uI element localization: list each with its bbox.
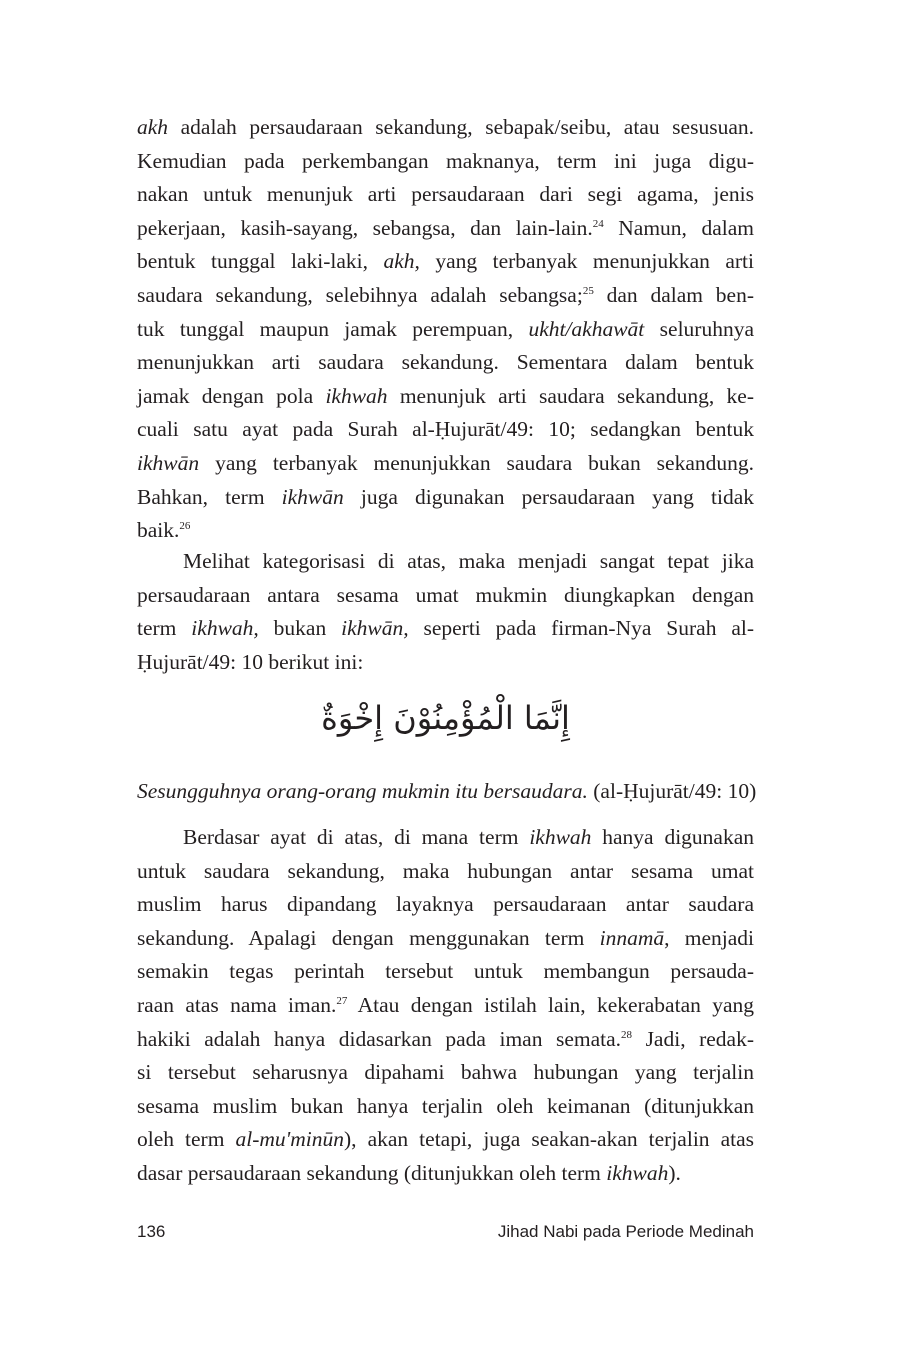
verse-translation [137, 775, 757, 808]
term-innama: innamā [599, 925, 665, 950]
paragraph-3-line: muslim harus dipandang layaknya persaudaraan antar saudara [137, 892, 754, 917]
paragraph-1-line: bentuk tunggal laki-laki, akh, yang terbanyak menunjukkan arti [137, 249, 755, 274]
paragraph-3-line: semakin tegas perintah tersebut untuk membangun persauda- [137, 959, 754, 984]
term-ikhwan: ikhwān, [341, 616, 409, 641]
paragraph-1 [137, 111, 754, 548]
term-ukht-akhawat: ukht/akhawāt [528, 316, 645, 341]
paragraph-1-line: tuk tunggal maupun jamak perempuan, ukht/akhawāt seluruhnya [137, 316, 754, 341]
verse-translation-text: Sesungguhnya orang-orang mukmin itu bersaudara. [137, 779, 588, 803]
paragraph-3-line: hakiki adalah hanya didasarkan pada iman semata.$^{28}$ Jadi, redak- [137, 1026, 754, 1051]
paragraph-1-line: Kemudian pada perkembangan maknanya, term ini juga digu- [137, 148, 754, 173]
paragraph-1-line: baik.$^{26}$ [137, 518, 191, 543]
paragraph-2-line: persaudaraan antara sesama umat mukmin diungkapkan dengan [137, 582, 754, 607]
paragraph-3-line: untuk saudara sekandung, maka hubungan antar sesama umat [137, 858, 754, 883]
paragraph-1-line: ikhwān yang terbanyak menunjukkan saudara bukan sekandung. [137, 450, 754, 475]
paragraph-1-line: Bahkan, term ikhwān juga digunakan persaudaraan yang tidak [137, 484, 755, 509]
term-ikhwah: ikhwah [606, 1160, 669, 1185]
term-ikhwah: ikhwah, [191, 616, 259, 641]
footnote-ref-26: 26 [179, 520, 191, 533]
paragraph-3-line: oleh term al-mu'minūn), akan tetapi, juga seakan-akan terjalin atas [137, 1127, 754, 1152]
paragraph-1-line: nakan untuk menunjuk arti persaudaraan dari segi agama, jenis [137, 182, 754, 207]
running-title: Jihad Nabi pada Periode Medinah [497, 1222, 754, 1241]
paragraph-1-line: akh adalah persaudaraan sekandung, sebapak/seibu, atau sesusuan. [137, 115, 754, 139]
footnote-ref-24: 24 [592, 217, 604, 230]
quran-verse-arabic: إِنَّمَا الْمُؤْمِنُوْنَ إِخْوَةٌ [321, 699, 570, 737]
paragraph-1-line: menunjukkan arti saudara sekandung. Sementara dalam bentuk [137, 350, 754, 375]
paragraph-1-line: saudara sekandung, selebihnya adalah sebangsa;$^{25}$ dan dalam ben- [137, 282, 754, 307]
footnote-ref-27: 27 [336, 994, 348, 1007]
paragraph-3-line: sekandung. Apalagi dengan menggunakan term innamā, menjadi [137, 925, 754, 950]
paragraph-3-line: raan atas nama iman.$^{27}$ Atau dengan istilah lain, kekerabatan yang [137, 992, 754, 1017]
paragraph-2-line: Melihat kategorisasi di atas, maka menjadi sangat tepat jika [183, 549, 754, 573]
paragraph-3-line: si tersebut seharusnya dipahami bahwa hubungan yang terjalin [137, 1060, 754, 1085]
term-ikhwan: ikhwān [281, 484, 344, 509]
term-ikhwan: ikhwān [137, 450, 200, 475]
paragraph-3-line: Berdasar ayat di atas, di mana term ikhwah hanya digunakan [183, 825, 754, 849]
term-ikhwah: ikhwah [529, 825, 592, 849]
paragraph-3 [137, 821, 754, 1191]
paragraph-2-line: term ikhwah, bukan ikhwān, seperti pada firman-Nya Surah al- [137, 616, 755, 641]
paragraph-2-line: Ḥujurāt/49: 10 berikut ini: [137, 649, 364, 674]
paragraph-3-line: dasar persaudaraan sekandung (ditunjukkan oleh term ikhwah). [137, 1160, 681, 1185]
term-akh: akh [137, 115, 169, 139]
footnote-ref-28: 28 [621, 1028, 633, 1041]
paragraph-1-line: jamak dengan pola ikhwah menunjuk arti saudara sekandung, ke- [137, 383, 754, 408]
term-akh: akh, [383, 249, 420, 274]
paragraph-2 [137, 545, 754, 679]
term-al-muminun: al-mu'minūn [235, 1127, 344, 1152]
paragraph-3-line: sesama muslim bukan hanya terjalin oleh keimanan (ditunjukkan [137, 1093, 754, 1118]
paragraph-1-line: pekerjaan, kasih-sayang, sebangsa, dan lain-lain.$^{24}$ Namun, dalam [137, 215, 755, 240]
footnote-ref-25: 25 [582, 284, 594, 297]
verse-reference: (al-Ḥujurāt/49: 10) [587, 779, 757, 803]
term-ikhwah: ikhwah [325, 383, 388, 408]
paragraph-1-line: cuali satu ayat pada Surah al-Ḥujurāt/49: 10; sedangkan bentuk [137, 417, 754, 442]
page-number: 136 [137, 1222, 166, 1241]
